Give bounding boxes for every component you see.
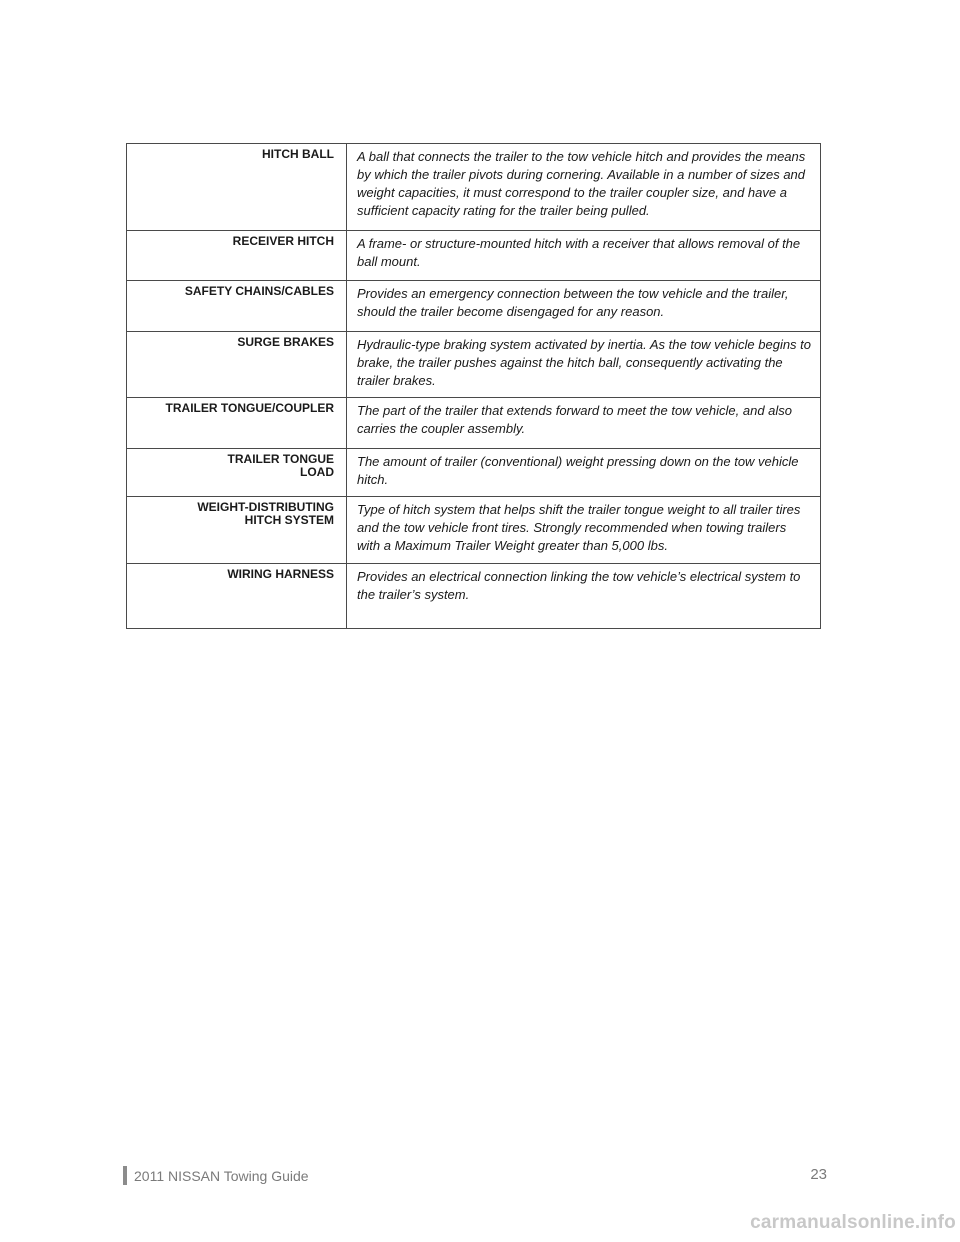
- glossary-term: SURGE BRAKES: [127, 332, 347, 398]
- glossary-row: [127, 564, 821, 629]
- watermark: carmanualsonline.info: [750, 1212, 956, 1233]
- glossary-definition: Provides an emergency connection between the tow vehicle and the trailer, should the trailer become disengaged for any reason.: [347, 281, 821, 332]
- glossary-definition: Type of hitch system that helps shift the trailer tongue weight to all trailer tires and the tow vehicle front tires. Strongly recommended when towing trailers with a Maximum Trailer Weight greater than 5,000 lbs.: [347, 497, 821, 564]
- glossary-term: RECEIVER HITCH: [127, 231, 347, 281]
- glossary-definition: Hydraulic-type braking system activated by inertia. As the tow vehicle begins to brake, the trailer pushes against the hitch ball, consequently activating the trailer brakes.: [347, 332, 821, 398]
- glossary-table: [126, 143, 821, 629]
- glossary-row: [127, 449, 821, 497]
- glossary-row: [127, 144, 821, 231]
- glossary-row: [127, 332, 821, 398]
- glossary-row: [127, 398, 821, 449]
- glossary-definition: A ball that connects the trailer to the tow vehicle hitch and provides the means by which the trailer pivots during cornering. Available in a number of sizes and weight capacities, it must correspond to the trailer coupler size, and have a sufficient capacity rating for the trailer being pulled.: [347, 144, 821, 231]
- glossary-term: SAFETY CHAINS/CABLES: [127, 281, 347, 332]
- glossary-term: HITCH BALL: [127, 144, 347, 231]
- footer-title: 2011 NISSAN Towing Guide: [134, 1168, 309, 1184]
- glossary-term: TRAILER TONGUE/COUPLER: [127, 398, 347, 449]
- glossary-term: TRAILER TONGUE LOAD: [127, 449, 347, 497]
- glossary-term: WEIGHT-DISTRIBUTING HITCH SYSTEM: [127, 497, 347, 564]
- glossary-row: [127, 497, 821, 564]
- glossary-row: [127, 281, 821, 332]
- glossary-row: [127, 231, 821, 281]
- glossary-definition: The amount of trailer (conventional) weight pressing down on the tow vehicle hitch.: [347, 449, 821, 497]
- glossary-definition: A frame- or structure-mounted hitch with a receiver that allows removal of the ball mount.: [347, 231, 821, 281]
- footer-accent-bar: [123, 1166, 127, 1185]
- glossary-definition: Provides an electrical connection linking the tow vehicle’s electrical system to the trailer’s system.: [347, 564, 821, 629]
- glossary-term: WIRING HARNESS: [127, 564, 347, 629]
- glossary-definition: The part of the trailer that extends forward to meet the tow vehicle, and also carries the coupler assembly.: [347, 398, 821, 449]
- page-number: 23: [810, 1166, 827, 1183]
